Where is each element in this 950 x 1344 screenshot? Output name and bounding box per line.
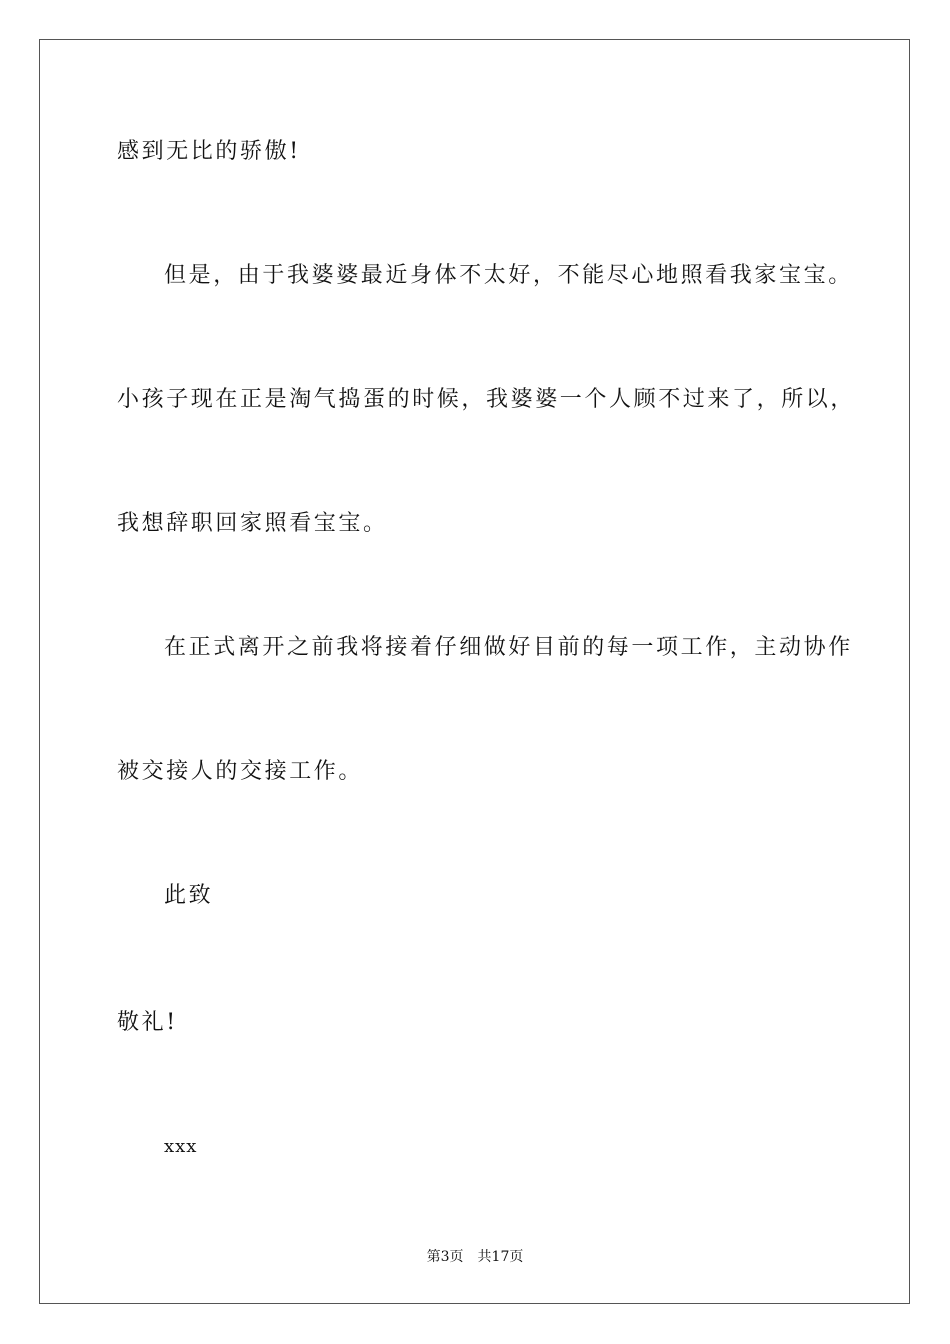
text-line-1: 感到无比的骄傲!	[117, 139, 301, 164]
text-line-3: 小孩子现在正是淘气捣蛋的时候，我婆婆一个人顾不过来了，所以，	[117, 387, 856, 412]
total-pages: 共17页	[477, 1249, 524, 1265]
text-line-5: 在正式离开之前我将接着仔细做好目前的每一项工作，主动协作	[164, 635, 853, 660]
closing-salutation: 此致	[164, 883, 214, 908]
signature-name: xxx	[164, 1136, 198, 1157]
page-border	[39, 39, 910, 1304]
page-number: 第3页	[426, 1249, 464, 1265]
text-line-6: 被交接人的交接工作。	[117, 759, 364, 784]
text-line-4: 我想辞职回家照看宝宝。	[117, 511, 388, 536]
page-footer	[0, 1247, 950, 1267]
text-line-2: 但是，由于我婆婆最近身体不太好，不能尽心地照看我家宝宝。	[164, 263, 853, 288]
closing-regards: 敬礼!	[117, 1010, 178, 1035]
